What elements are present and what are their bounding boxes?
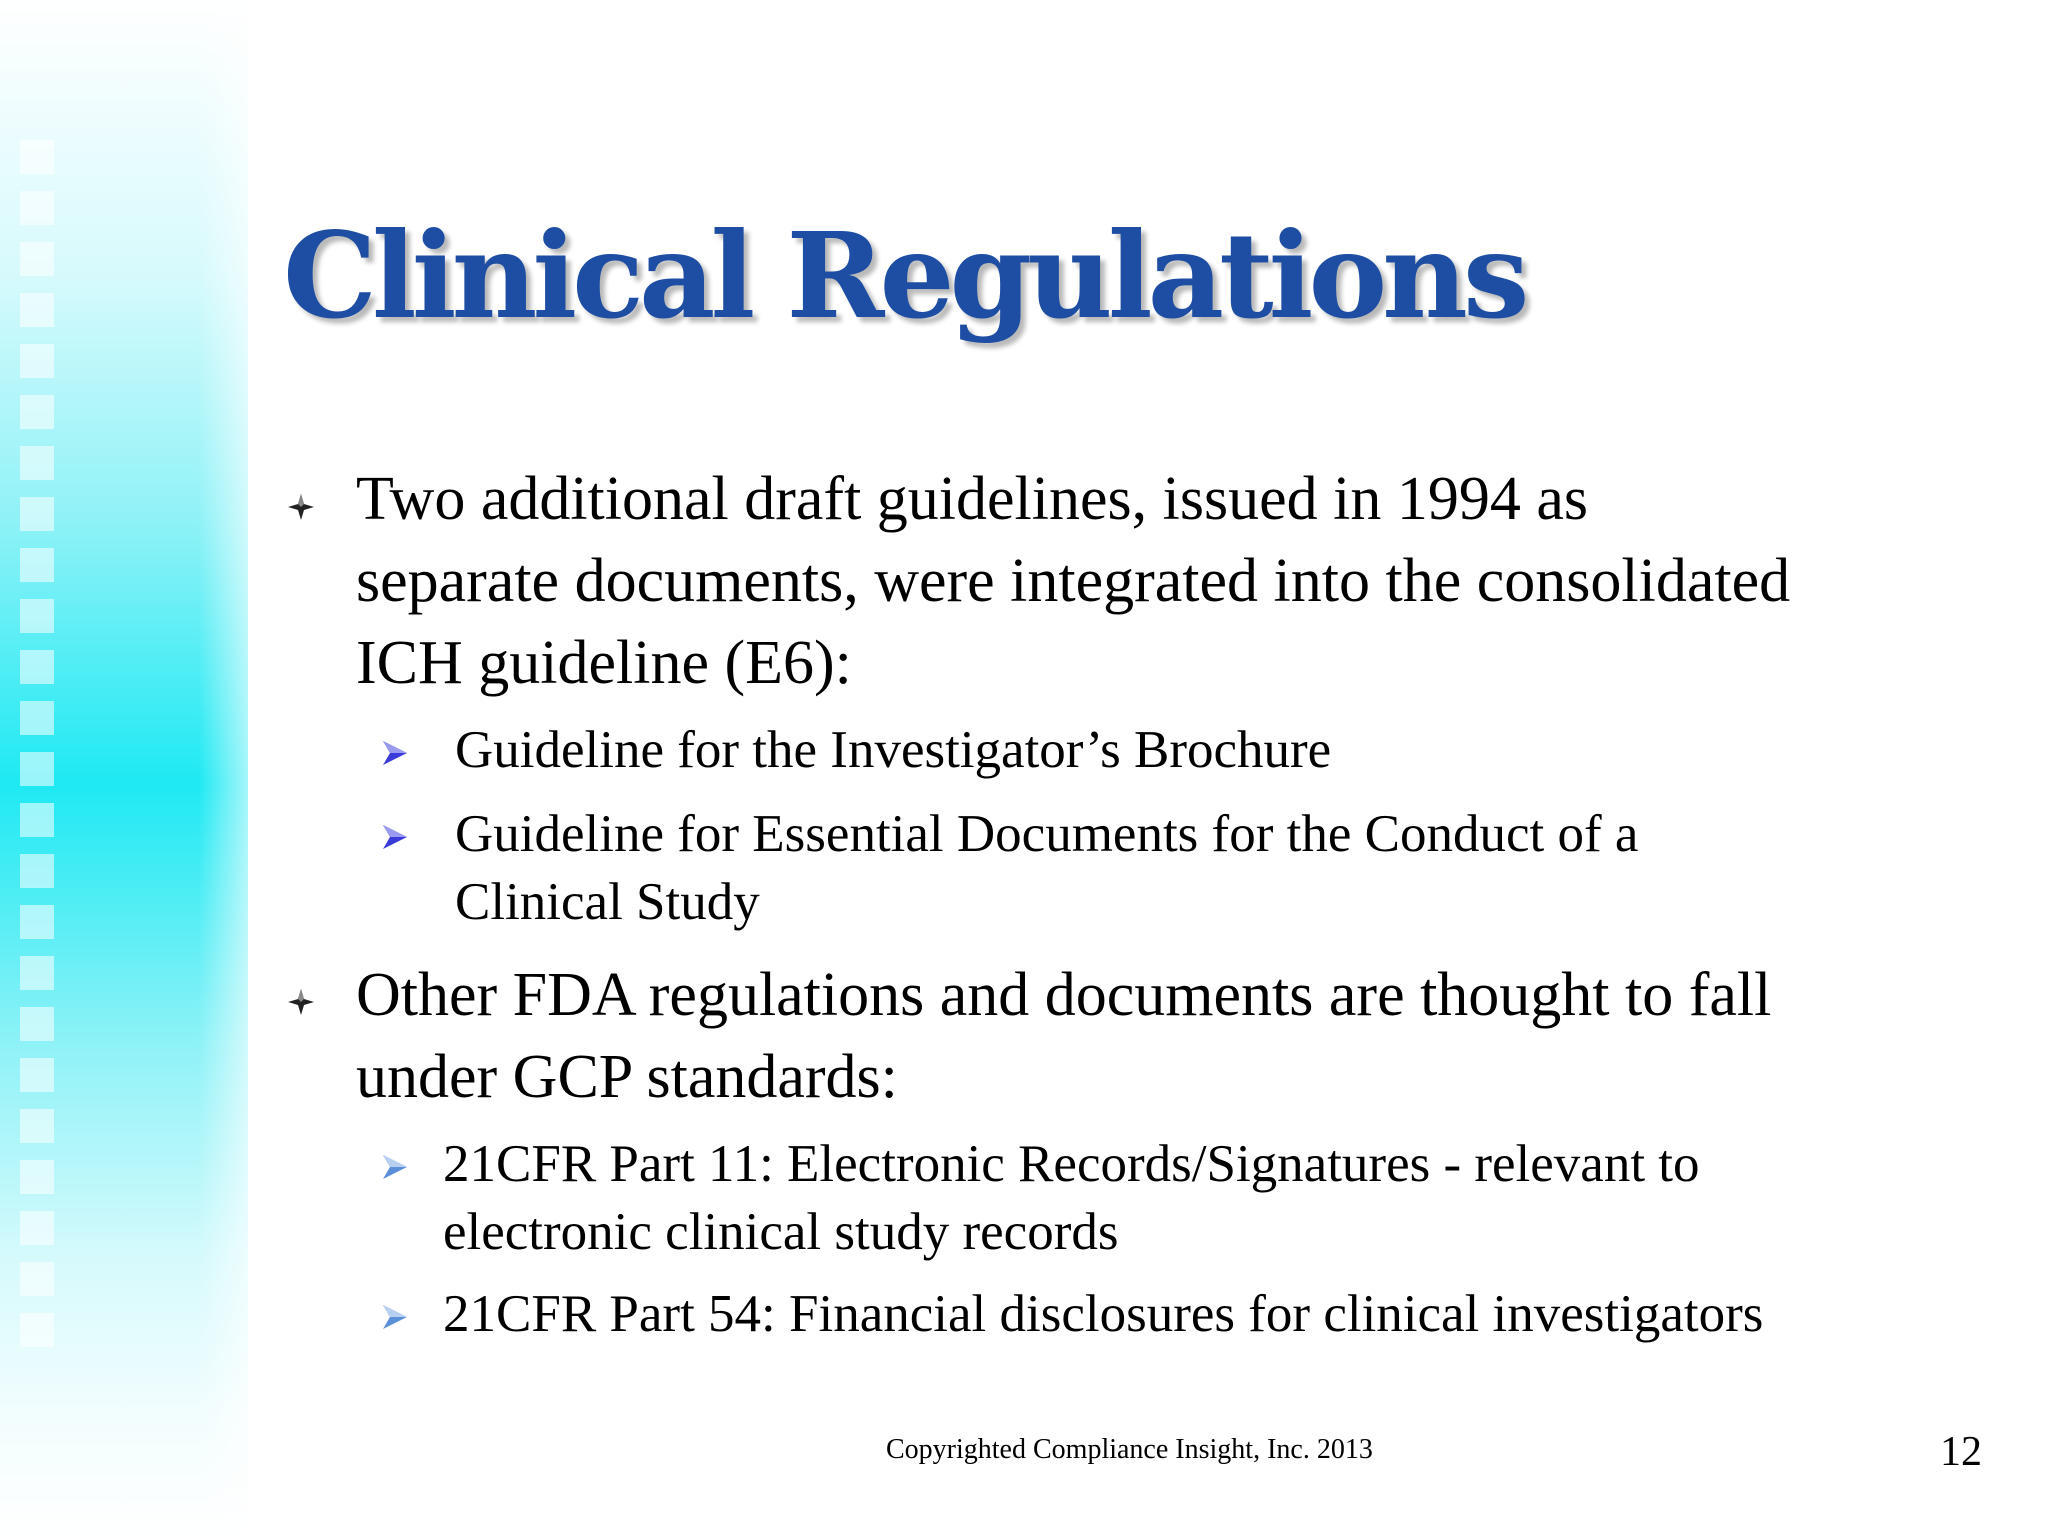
decorative-square <box>20 293 54 327</box>
sub-bullet-2-1: 21CFR Part 11: Electronic Records/Signatures - relevant to electronic clinical study records <box>443 1135 1700 1261</box>
decorative-square <box>20 650 54 684</box>
decorative-square <box>20 599 54 633</box>
chevron-arrow-icon <box>380 822 410 852</box>
chevron-arrow-icon <box>380 738 410 768</box>
decorative-square <box>20 803 54 837</box>
decorative-square <box>20 905 54 939</box>
slide-title: Clinical Regulations <box>283 206 1525 345</box>
chevron-arrow-icon <box>380 1152 410 1182</box>
decorative-square <box>20 446 54 480</box>
decorative-square <box>20 1007 54 1041</box>
sub-bullet-1-1: Guideline for the Investigator’s Brochure <box>455 721 1332 779</box>
decorative-square <box>20 1262 54 1296</box>
page-number: 12 <box>1940 1429 1982 1475</box>
decorative-square <box>20 701 54 735</box>
bullet-2-text: Other FDA regulations and documents are thought to fall under GCP standards: <box>356 961 1772 1111</box>
chevron-arrow-icon <box>380 1302 410 1332</box>
decorative-square <box>20 1109 54 1143</box>
decorative-square <box>20 344 54 378</box>
decorative-square <box>20 140 54 174</box>
decorative-square <box>20 752 54 786</box>
decorative-square <box>20 242 54 276</box>
four-point-star-icon <box>287 988 315 1016</box>
decorative-square <box>20 1211 54 1245</box>
decorative-square <box>20 1160 54 1194</box>
sub-bullet-2-2: 21CFR Part 54: Financial disclosures for clinical investigators <box>443 1285 1764 1343</box>
decorative-square <box>20 854 54 888</box>
decorative-square <box>20 395 54 429</box>
decorative-squares <box>20 140 56 1380</box>
decorative-square <box>20 497 54 531</box>
sub-bullet-1-2: Guideline for Essential Documents for the Conduct of a Clinical Study <box>455 805 1639 931</box>
footer-copyright: Copyrighted Compliance Insight, Inc. 2013 <box>886 1434 1373 1465</box>
decorative-square <box>20 956 54 990</box>
decorative-square <box>20 1313 54 1347</box>
four-point-star-icon <box>287 493 315 521</box>
decorative-square <box>20 1058 54 1092</box>
bullet-1-text: Two additional draft guidelines, issued in 1994 as separate documents, were integrated into the consolidated ICH guideline (E6): <box>356 465 1791 697</box>
decorative-square <box>20 191 54 225</box>
decorative-square <box>20 548 54 582</box>
